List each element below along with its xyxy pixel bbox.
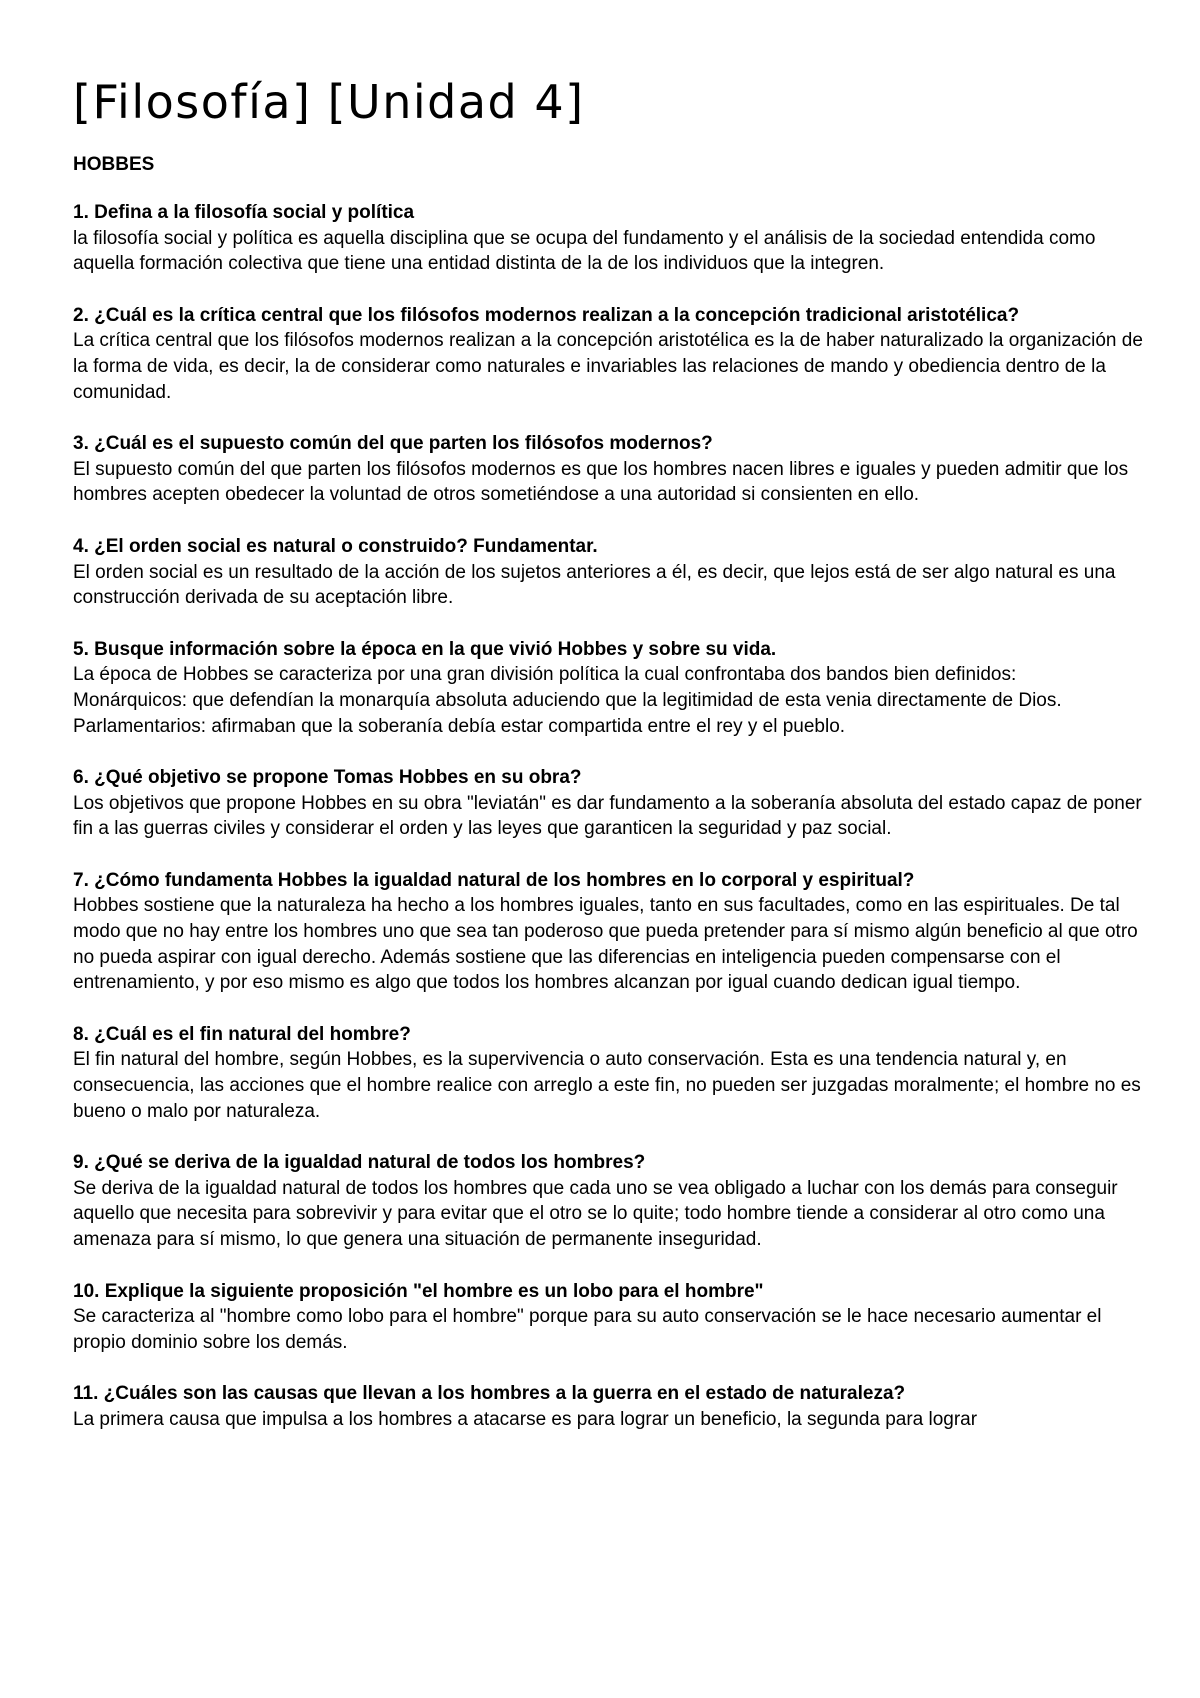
question-4: 4. ¿El orden social es natural o construido? Fundamentar. (73, 535, 598, 557)
qa-item-4 (73, 534, 1143, 611)
qa-item-7 (73, 868, 1143, 996)
qa-item-9 (73, 1150, 1143, 1252)
answer-5-intro: La época de Hobbes se caracteriza por una gran división política la cual confrontaba dos bandos bien definidos: (73, 664, 1017, 686)
answer-3: El supuesto común del que parten los filósofos modernos es que los hombres nacen libres e iguales y pueden admitir que los hombres acepten obedecer la voluntad de otros sometiéndose a una autoridad si consienten en ello. (73, 458, 1129, 506)
answer-6: Los objetivos que propone Hobbes en su obra "leviatán" es dar fundamento a la soberanía absoluta del estado capaz de poner fin a las guerras civiles y considerar el orden y las leyes que garanticen la seguridad y paz social. (73, 792, 1142, 840)
question-5: 5. Busque información sobre la época en la que vivió Hobbes y sobre su vida. (73, 638, 777, 660)
answer-9: Se deriva de la igualdad natural de todos los hombres que cada uno se vea obligado a luchar con los demás para conseguir aquello que necesita para sobrevivir y para evitar que el otro se lo quite; todo hombre tiende a considerar al otro como una amenaza para sí mismo, lo que genera una situación de permanente inseguridad. (73, 1177, 1118, 1250)
answer-1: la filosofía social y política es aquella disciplina que se ocupa del fundamento y el análisis de la sociedad entendida como aquella formación colectiva que tiene una entidad distinta de la de los individuos que la integren. (73, 227, 1096, 275)
answer-2: La crítica central que los filósofos modernos realizan a la concepción aristotélica es la de haber naturalizado la organización de la forma de vida, es decir, la de considerar como naturales e invariables las relaciones de mando y obediencia dentro de la comunidad. (73, 330, 1143, 403)
document-title: [Filosofía] [Unidad 4] (73, 75, 585, 129)
question-1: 1. Defina a la filosofía social y política (73, 202, 415, 223)
answer-4: El orden social es un resultado de la acción de los sujetos anteriores a él, es decir, que lejos está de ser algo natural es una construcción derivada de su aceptación libre. (73, 561, 1116, 609)
qa-item-6 (73, 765, 1143, 842)
question-3: 3. ¿Cuál es el supuesto común del que parten los filósofos modernos? (73, 433, 713, 455)
answer-7: Hobbes sostiene que la naturaleza ha hecho a los hombres iguales, tanto en sus facultades, como en las espirituales. De tal modo que no hay entre los hombres uno que sea tan poderoso que pueda pretender para sí mismo algún beneficio al que otro no pueda aspirar con igual derecho. Además sostiene que las diferencias en inteligencia pueden compensarse con el entrenamiento, y por eso mismo es algo que todos los hombres alcanzan por igual cuando dedican igual tiempo. (73, 895, 1138, 994)
section-heading: HOBBES (73, 154, 155, 175)
qa-item-10 (73, 1279, 1143, 1356)
qa-item-11 (73, 1381, 1143, 1432)
answer-10: Se caracteriza al "hombre como lobo para el hombre" porque para su auto conservación se le hace necesario aumentar el propio dominio sobre los demás. (73, 1306, 1102, 1353)
document-page (73, 66, 1143, 1459)
question-11: 11. ¿Cuáles son las causas que llevan a los hombres a la guerra en el estado de naturaleza? (73, 1383, 906, 1405)
qa-item-5 (73, 637, 1143, 739)
answer-5-parlamentarios: Parlamentarios: afirmaban que la soberanía debía estar compartida entre el rey y el pueblo. (73, 715, 846, 737)
answer-8: El fin natural del hombre, según Hobbes, es la supervivencia o auto conservación. Esta es una tendencia natural y, en consecuencia, las acciones que el hombre realice con arreglo a este fin, no pueden ser juzgadas moralmente; el hombre no es bueno o malo por naturaleza. (73, 1049, 1141, 1122)
question-9: 9. ¿Qué se deriva de la igualdad natural de todos los hombres? (73, 1152, 646, 1174)
question-8: 8. ¿Cuál es el fin natural del hombre? (73, 1023, 411, 1045)
qa-item-3 (73, 431, 1143, 508)
question-6: 6. ¿Qué objetivo se propone Tomas Hobbes en su obra? (73, 767, 582, 789)
answer-5-monarquicos: Monárquicos: que defendían la monarquía absoluta aduciendo que la legitimidad de esta venia directamente de Dios. (73, 689, 1062, 711)
question-7: 7. ¿Cómo fundamenta Hobbes la igualdad natural de los hombres en lo corporal y espiritual? (73, 869, 915, 891)
question-10: 10. Explique la siguiente proposición "el hombre es un lobo para el hombre" (73, 1280, 764, 1302)
qa-item-1 (73, 200, 1143, 277)
answer-11: La primera causa que impulsa a los hombres a atacarse es para lograr un beneficio, la segunda para lograr (73, 1408, 978, 1430)
qa-item-8 (73, 1022, 1143, 1124)
question-2: 2. ¿Cuál es la crítica central que los filósofos modernos realizan a la concepción tradicional aristotélica? (73, 304, 1020, 326)
qa-item-2 (73, 303, 1143, 405)
